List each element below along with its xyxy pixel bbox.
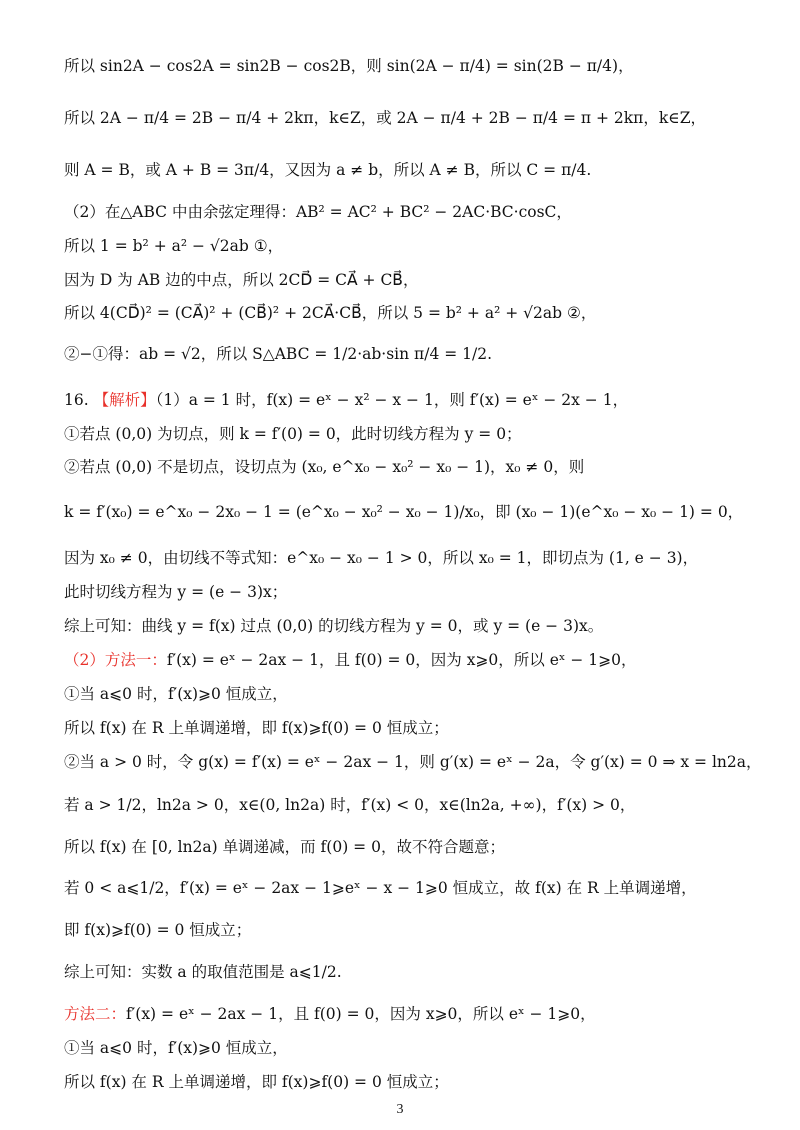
text-line-05: 所以 1 = b² + a² − √2ab ①， (64, 237, 284, 255)
text-line-19: ②当 a > 0 时，令 g(x) = f′(x) = eˣ − 2ax − 1，则 g′(x) = eˣ − 2a，令 g′(x) = 0 ⇒ x = ln2a， (64, 753, 762, 771)
text-line-22: 若 0 < a⩽1/2，f′(x) = eˣ − 2ax − 1⩾eˣ − x − 1⩾0 恒成立，故 f(x) 在 R 上单调递增， (64, 879, 697, 897)
problem-number: 16. (64, 391, 94, 409)
method-two-label: 方法二： (64, 1005, 127, 1023)
text-line-07: 所以 4(CD⃗)² = (CA⃗)² + (CB⃗)² + 2CA⃗·CB⃗，所以 5 = b² + a² + √2ab ②， (64, 304, 597, 322)
text-line-27: 所以 f(x) 在 R 上单调递增，即 f(x)⩾f(0) = 0 恒成立； (64, 1073, 449, 1091)
text-line-23: 即 f(x)⩾f(0) = 0 恒成立； (64, 921, 252, 939)
text-line-02: 所以 2A − π/4 = 2B − π/4 + 2kπ，k∈Z，或 2A − π/4 + 2B − π/4 = π + 2kπ，k∈Z， (64, 109, 706, 127)
text-line-25 (64, 1004, 770, 1024)
text-line-09-rest: （1）a = 1 时，f(x) = eˣ − x² − x − 1，则 f′(x) = eˣ − 2x − 1， (155, 391, 629, 409)
text-line-09 (64, 390, 770, 410)
text-line-13: 因为 x₀ ≠ 0，由切线不等式知：e^x₀ − x₀ − 1 > 0，所以 x₀ = 1，即切点为 (1, e − 3)， (64, 549, 699, 567)
page-number: 3 (396, 1102, 404, 1117)
method-one-label: （2）方法一： (64, 651, 167, 669)
text-line-04: （2）在△ABC 中由余弦定理得：AB² = AC² + BC² − 2AC·BC·cosC， (64, 203, 572, 221)
text-line-20: 若 a > 1/2，ln2a > 0，x∈(0, ln2a) 时，f′(x) < 0，x∈(ln2a, +∞)，f′(x) > 0， (64, 796, 636, 814)
text-line-24: 综上可知：实数 a 的取值范围是 a⩽1/2. (64, 963, 342, 981)
text-line-26: ①当 a⩽0 时，f′(x)⩾0 恒成立， (64, 1039, 288, 1057)
text-line-12: k = f′(x₀) = e^x₀ − 2x₀ − 1 = (e^x₀ − x₀² − x₀ − 1)/x₀，即 (x₀ − 1)(e^x₀ − x₀ − 1) = 0， (64, 503, 744, 521)
analysis-label: 【解析】 (93, 391, 156, 409)
text-line-01: 所以 sin2A − cos2A = sin2B − cos2B，则 sin(2A − π/4) = sin(2B − π/4)， (64, 57, 634, 75)
text-line-16-rest: f′(x) = eˣ − 2ax − 1，且 f(0) = 0，因为 x⩾0，所以 eˣ − 1⩾0， (166, 651, 637, 669)
text-line-14: 此时切线方程为 y = (e − 3)x； (64, 583, 288, 601)
text-line-03: 则 A = B，或 A + B = 3π/4，又因为 a ≠ b，所以 A ≠ B，所以 C = π/4. (64, 161, 592, 179)
text-line-15: 综上可知：曲线 y = f(x) 过点 (0,0) 的切线方程为 y = 0，或 y = (e − 3)x。 (64, 617, 604, 635)
text-line-11: ②若点 (0,0) 不是切点，设切点为 (x₀, e^x₀ − x₀² − x₀ − 1)，x₀ ≠ 0，则 (64, 458, 585, 476)
text-line-18: 所以 f(x) 在 R 上单调递增，即 f(x)⩾f(0) = 0 恒成立； (64, 719, 449, 737)
text-line-17: ①当 a⩽0 时，f′(x)⩾0 恒成立， (64, 685, 288, 703)
text-line-08: ②−①得：ab = √2，所以 S△ABC = 1/2·ab·sin π/4 = 1/2. (64, 345, 493, 363)
text-line-25-rest: f′(x) = eˣ − 2ax − 1，且 f(0) = 0，因为 x⩾0，所以 eˣ − 1⩾0， (126, 1005, 596, 1023)
text-line-21: 所以 f(x) 在 [0, ln2a) 单调递减，而 f(0) = 0，故不符合题意； (64, 838, 505, 856)
text-line-16 (64, 650, 770, 670)
text-line-10: ①若点 (0,0) 为切点，则 k = f′(0) = 0，此时切线方程为 y = 0； (64, 425, 522, 443)
text-line-06: 因为 D 为 AB 边的中点，所以 2CD⃗ = CA⃗ + CB⃗， (64, 271, 419, 289)
